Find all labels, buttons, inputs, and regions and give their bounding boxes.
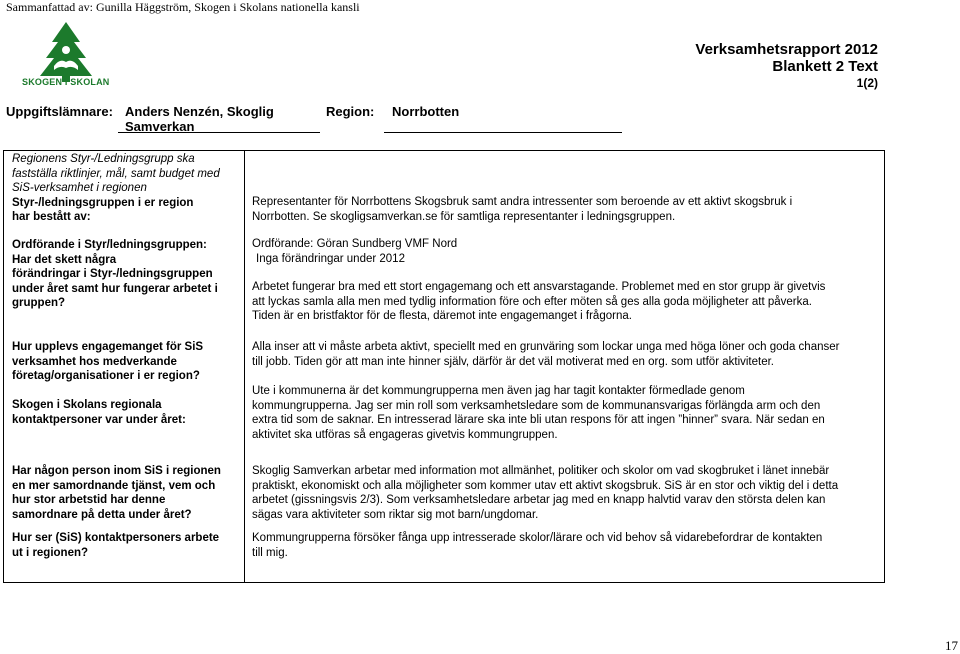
report-title: Verksamhetsrapport 2012: [695, 41, 878, 58]
q5-line: samordnare på detta under året?: [12, 508, 192, 521]
submitter-name: [125, 104, 274, 134]
q1-line: fastställa riktlinjer, mål, samt budget med: [12, 167, 220, 180]
region-value: Norrbotten: [392, 104, 460, 119]
q5-line: en mer samordnande tjänst, vem och: [12, 479, 216, 492]
a3-line: till jobb. Tiden gör att man inte hinner själv, därför är det väl motiverat med en org. som utför aktiviteter.: [252, 355, 775, 368]
submitter-name-line2: Samverkan: [125, 119, 195, 134]
question-chair-changes: [12, 238, 237, 311]
q2-line: under året samt hur fungerar arbetet i: [12, 282, 218, 295]
question-contact-work: [12, 531, 237, 560]
a1-line: Representanter för Norrbottens Skogsbruk samt andra intressenter som beroende av ett aktivt skogsbruk i: [252, 196, 793, 208]
submitter-label: Uppgiftslämnare:: [6, 104, 113, 119]
logo-wordmark: SKOGEN I SKOLAN: [22, 77, 110, 87]
report-table: [3, 150, 885, 583]
a2-work-text: Arbetet fungerar bra med ett stort engagemang och ett ansvarstagande.: [252, 281, 619, 293]
question-steering-group: [12, 152, 237, 225]
submitter-name-line1: Anders Nenzén, Skoglig: [125, 104, 274, 119]
answer-changes: Inga förändringar under 2012: [256, 253, 405, 265]
region-label: Region:: [326, 104, 375, 119]
answer-chair: Ordförande: Göran Sundberg VMF Nord: [252, 238, 458, 250]
a6-line: till mig.: [252, 546, 288, 559]
a5-line: sägas vara aktiviteter som riktar sig mot barn/ungdomar.: [252, 508, 539, 521]
a2-problem-line: att lyckas samla alla men med tydlig information före och efter möten så ges alla goda möjligheter att påverka.: [252, 295, 812, 308]
q3-line: Hur upplevs engagemanget för SiS: [12, 341, 204, 353]
q6-line: Hur ser (SiS) kontaktpersoners arbete: [12, 532, 220, 544]
a2-problem-text: Problemet med en stor grupp är givetvis: [621, 281, 826, 293]
answer-engagement: [252, 340, 882, 369]
submitter-underline: [118, 132, 320, 133]
q2-line: Har det skett några: [12, 253, 117, 266]
question-engagement: [12, 340, 237, 384]
a3-line: Alla inser att vi måste arbeta aktivt, speciellt med en grunväring som lockar unga med höga löner och goda chanser: [252, 341, 840, 353]
question-coordinator: [12, 464, 237, 522]
page-of: 1(2): [856, 76, 878, 90]
question-contacts: [12, 398, 237, 427]
q3-line: verksamhet hos medverkande: [12, 355, 177, 368]
answer-coordinator: [252, 464, 882, 522]
a5-line: Skoglig Samverkan arbetar med information mot allmänhet, politiker och skolor om vad skogbruket i länet innebär: [252, 465, 830, 477]
answer-work: [252, 280, 882, 324]
q6-line: ut i regionen?: [12, 546, 89, 559]
q4-line: kontaktpersoner var under året:: [12, 413, 186, 426]
a4-line: Ute i kommunerna är det kommungrupperna men även jag har tagit kontakter förmedlade genom: [252, 385, 745, 397]
a4-line: extra tid som de saknar. En intresserad lärare ska inte bli utan respons för att ingen ”hinner” svara. När sedan en: [252, 414, 825, 426]
region-underline: [384, 132, 622, 133]
q5-line: Har någon person inom SiS i regionen: [12, 465, 221, 477]
q1-line: SiS-verksamhet i regionen: [12, 182, 147, 194]
a5-line: arbetet (gissningsvis 2/3). Som verksamhetsledare arbetar jag med en knapp halvtid varav den största delen kan: [252, 494, 826, 506]
q2-line: gruppen?: [12, 297, 66, 309]
q4-line: Skogen i Skolans regionala: [12, 399, 162, 411]
q1-line: Styr-/ledningsgruppen i er region: [12, 196, 194, 209]
q1-line: Regionens Styr-/Ledningsgrupp ska: [12, 153, 195, 165]
page-number: 17: [945, 638, 958, 653]
a2-problem-line: Tiden är en bristfaktor för de flesta, däremot inte engagemanget i frågorna.: [252, 310, 632, 322]
answer-contacts: [252, 384, 882, 442]
a2-work-line: [252, 280, 882, 295]
column-divider: [244, 151, 245, 582]
q2-line: förändringar i Styr-/ledningsgruppen: [12, 268, 213, 280]
q2-line: Ordförande i Styr/ledningsgruppen:: [12, 239, 207, 251]
answer-contact-work: [252, 531, 882, 560]
a6-line: Kommungrupperna försöker fånga upp intresserade skolor/lärare och vid behov så vidarebefordrar de kontakten: [252, 532, 823, 544]
a5-line: praktiskt, ekonomiskt och alla möjligheter som kommer utav ett aktivt skogsbruk. SiS är en stor och viktig del i detta: [252, 479, 839, 492]
a1-line: Norrbotten. Se skogligsamverkan.se för samtliga representanter i ledningsgruppen.: [252, 210, 676, 223]
answer-steering-group: [252, 195, 882, 224]
form-name: Blankett 2 Text: [772, 58, 878, 75]
q5-line: hur stor arbetstid har denne: [12, 494, 166, 506]
a4-line: kommungrupperna. Jag ser min roll som verksamhetsledare som de kommunansvarigas förlängda arm och den: [252, 399, 821, 412]
q3-line: företag/organisationer i er region?: [12, 370, 200, 382]
a4-line: aktivitet ska utföras så engageras givetvis kommungruppen.: [252, 428, 558, 441]
summary-by-line: Sammanfattad av: Gunilla Häggström, Skogen i Skolans nationella kansli: [6, 0, 360, 14]
q1-line: har bestått av:: [12, 211, 91, 223]
